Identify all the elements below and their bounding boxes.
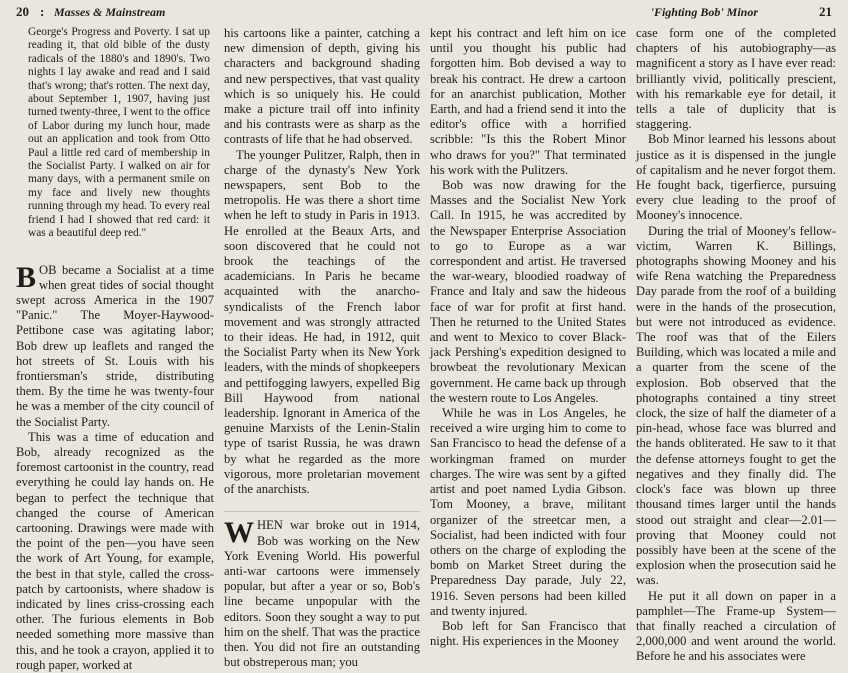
- paragraph: While he was in Los Angeles, he received a wire urging him to come to San Francisco to head the defense of a workingman framed on murder charges. The wire was sent by a gifted artist and poet named Lydia Gibson. Tom Mooney, a brave, militant organizer of the streetcar men, a Socialist, had been indicted with four others on the charge of exploding the bomb on Market Street during the Preparedness Day parade, July 22, 1916. Seven persons had been killed and twenty injured.: [430, 406, 626, 618]
- paragraph-text: HEN war broke out in 1914, Bob was working on the New York Evening World. His powerful anti-war cartoons were immensely popular, but after a year or so, Bob's line became unpopular with the editors. Soon they sought a way to put him on the shelf. That was the practice then. You did not fire an outstanding but obstreperous man; you: [224, 518, 420, 670]
- paragraph: case form one of the completed chapters of his autobiography—as magnificent a story as I have ever read: brilliantly vivid, politically prescient, with his remarkable eye for detail, it tells a tale of duplicity that is staggering.: [636, 26, 836, 132]
- paragraph: Bob left for San Francisco that night. His experiences in the Mooney: [430, 618, 626, 649]
- column-4: [636, 26, 836, 664]
- text-columns: [16, 26, 840, 672]
- section-gap: [16, 241, 214, 263]
- page-number-right: 21: [819, 4, 832, 19]
- paragraph: Bob was now drawing for the Masses and the Socialist New York Call. In 1915, he was accredited by the Newspaper Enterprise Association to go to Europe as a war correspondent and artist. He traversed the war-weary, bloodied roadway of France and Italy and saw the hideous face of war for profit at first hand. Then he returned to the United States and went to Mexico to cover Black-jack Pershing's expedition designed to browbeat the revolutionary Mexican government. He came back up through the western route to Los Angeles.: [430, 178, 626, 405]
- running-header: [16, 4, 838, 22]
- header-separator: :: [40, 4, 45, 19]
- paragraph: kept his contract and left him on ice until you thought his public had forgotten him. Bob devised a way to break his contract. He drew a cartoon for an anarchist publication, Mother Earth, and had a friend send it into the editor's office with a horrified scribble: "Is this the Robert Minor who draws for you?" That terminated his work with the Pulitzers.: [430, 26, 626, 177]
- drop-cap: B: [16, 260, 37, 294]
- paragraph: This was a time of education and Bob, already recognized as the foremost cartoonist in the country, read everything he could lay hands on. He began to perfect the technique that changed the course of American cartooning. Drawings were made with the point of the pen—you have seen the work of Art Young, for example, the best in that style, called the cross-patch by cartoonists, where shadow is indicated by lines criss-crossing each other. The furious elements in Bob needed something more massive than this, and he took a crayon, applied it to rough paper, worked at: [16, 429, 214, 672]
- publication-name: Masses & Mainstream: [54, 5, 166, 19]
- quoted-passage: George's Progress and Poverty. I sat up reading it, that old bible of the dusty radicals of the 1880's and 1890's. Two nights I lay awake and read and I said that's wrong; that's rotten. The next day, about September 1, 1907, having just turned twenty-three, I went to the office of Labor during my lunch hour, made out an application and took from Otto Paul a little red card of membership in the Socialist Party. I walked on air for many days, with a permanent smile on my face and lively new thoughts running through my head. To every real friend I had I showed that red card: it was a beautiful deep red.": [28, 26, 210, 240]
- paragraph: his cartoons like a painter, catching a new dimension of depth, giving his characters and background shading and new perspectives, that vast quality which is so uniquely his. He could make a picture trail off into infinity and his contrasts were as sharp as the contrasts of life that he had observed.: [224, 26, 420, 147]
- paragraph: [16, 260, 214, 430]
- paragraph: The younger Pulitzer, Ralph, then in charge of the dynasty's New York newspapers, sent Bob to the metropolis. He was there a short time when he left to study in Paris in 1913. He enrolled at the Beaux Arts, and soon discovered that he could not brook the teachings of the academicians. In Paris he became acquainted with the anarcho-syndicalists of the French labor movement and was strongly attracted to their ideas. He had, in 1912, quit the Socialist Party when its New York leaders, with the minds of shopkeepers and pettifogging lawyers, expelled Big Bill Haywood from national leadership. Ignorant in America of the genuine Marxists of the Lenin-Stalin type of tsarist Russia, he was drawn by what he regarded as the more vigorous, more proletarian movement of the anarchists.: [224, 147, 420, 497]
- drop-cap: W: [224, 516, 254, 550]
- paragraph: During the trial of Mooney's fellow-victim, Warren K. Billings, photographs showing Mooney and his wife Rena watching the Preparedness Day parade from the roof of a building were in the hands of the prosecution, but were not introduced as evidence. The roof was that of the Eilers Building, which was located a mile and a quarter from the scene of the explosion. Bob observed that the photographs contained a tiny street clock, the size of half the diameter of a pin-head, whose face was blurred and the hands obliterated. He saw to it that the defense attorneys fought to get the negatives and they finally did. The clock's face was blown up three thousand times larger until the hands stood out straight and clear—2.01—proving that Mooney could not possibly have been at the scene of the explosion when the prosecution said he was.: [636, 223, 836, 588]
- column-3: [430, 26, 626, 649]
- page-number-left: 20: [16, 4, 29, 19]
- paragraph: [224, 518, 420, 670]
- paragraph-text: OB became a Socialist at a time when great tides of social thought swept across America in the 1907 "Panic." The Moyer-Haywood-Pettibone case was agitating labor; Bob drew up leaflets and ranged the hot streets of St. Louis with his frontiersman's stride, distributing them. By the time he was twenty-four he was a member of the city council of the Socialist Party.: [16, 262, 214, 429]
- column-2: [224, 26, 420, 670]
- paragraph: He put it all down on paper in a pamphlet—The Frame-up System—that finally reached a circulation of 2,000,000 and went around the world. Before he and his associates were: [636, 588, 836, 664]
- column-1: [16, 26, 214, 672]
- section-divider: [224, 511, 420, 512]
- article-title: 'Fighting Bob' Minor: [650, 5, 758, 19]
- paragraph: Bob Minor learned his lessons about justice as it is dispensed in the jungle of capitalism and he never forgot them. He fought back, tigerfierce, pursuing every clue leading to the proof of Mooney's innocence.: [636, 132, 836, 223]
